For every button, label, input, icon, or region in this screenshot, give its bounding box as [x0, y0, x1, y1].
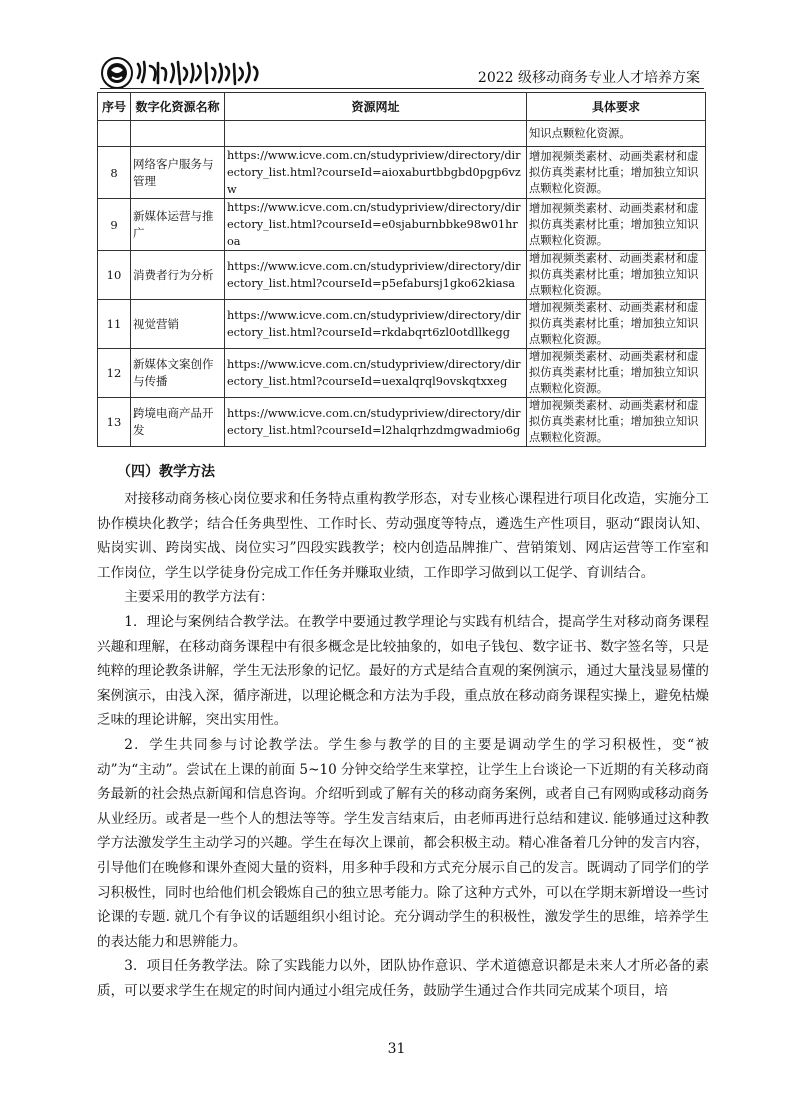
cell-num [98, 121, 131, 147]
table-row [98, 398, 706, 447]
cell-req: 增加视频类素材、动画类素材和虚拟仿真类素材比重；增加独立知识点颗粒化资源。 [527, 147, 706, 199]
cell-req: 知识点颗粒化资源。 [527, 121, 706, 147]
cell-req: 增加视频类素材、动画类素材和虚拟仿真类素材比重；增加独立知识点颗粒化资源。 [527, 349, 706, 398]
cell-url-link[interactable]: https://www.icve.com.cn/studypriview/directory/directory_list.html?courseId=uexalqrql9ovskqtxxeg [225, 349, 527, 398]
cell-num: 13 [98, 398, 131, 447]
section-body [97, 487, 709, 1003]
cell-url-link[interactable]: https://www.icve.com.cn/studypriview/directory/directory_list.html?courseId=e0sjaburnbbke98w01hroa [225, 199, 527, 251]
cell-num: 8 [98, 147, 131, 199]
paragraph: 2．学生共同参与讨论教学法。学生参与教学的目的主要是调动学生的学习积极性，变“被动”为“主动”。尝试在上课的前面 5~10 分钟交给学生来掌控，让学生上台谈论一下近期的有关移动商务最新的社会热点新闻和信息咨询。介绍听到或了解有关的移动商务案例，或者自己有网购或移动商务从业经历。或者是一些个人的想法等等。学生发言结束后，由老师再进行总结和建议. 能够通过这种教学方法激发学生主动学习的兴趣。学生在每次上课前，都会积极主动。精心准备着几分钟的发言内容，引导他们在晚修和课外查阅大量的资料，用多种手段和方式充分展示自己的发言。既调动了同学们的学习积极性，同时也给他们机会锻炼自己的独立思考能力。除了这种方式外，可以在学期末新增设一些讨论课的专题. 就几个有争议的话题组织小组讨论。充分调动学生的积极性，激发学生的思维，培养学生的表达能力和思辨能力。 [97, 736, 709, 950]
cell-url-link[interactable]: https://www.icve.com.cn/studypriview/directory/directory_list.html?courseId=l2halqrhzdmgwadmio6g [225, 398, 527, 447]
cell-req: 增加视频类素材、动画类素材和虚拟仿真类素材比重；增加独立知识点颗粒化资源。 [527, 300, 706, 349]
table-row [98, 147, 706, 199]
table-header-row [98, 93, 706, 121]
col-header-url: 资源网址 [225, 93, 527, 121]
table-row [98, 251, 706, 300]
cell-req: 增加视频类素材、动画类素材和虚拟仿真类素材比重；增加独立知识点颗粒化资源。 [527, 398, 706, 447]
cell-name: 新媒体运营与推广 [131, 199, 225, 251]
cell-name [131, 121, 225, 147]
cell-req: 增加视频类素材、动画类素材和虚拟仿真类素材比重；增加独立知识点颗粒化资源。 [527, 199, 706, 251]
cell-req: 增加视频类素材、动画类素材和虚拟仿真类素材比重；增加独立知识点颗粒化资源。 [527, 251, 706, 300]
page-header [100, 56, 704, 90]
table-row-continued [98, 121, 706, 147]
document-title: 2022 级移动商务专业人才培养方案 [477, 70, 700, 86]
cell-num: 9 [98, 199, 131, 251]
cell-url [225, 121, 527, 147]
cell-url-link[interactable]: https://www.icve.com.cn/studypriview/directory/directory_list.html?courseId=aioxaburtbbgbd0pgp6vzw [225, 147, 527, 199]
paragraph: 3．项目任务教学法。除了实践能力以外，团队协作意识、学术道德意识都是未来人才所必备的素质，可以要求学生在规定的时间内通过小组完成任务，鼓励学生通过合作共同完成某个项目，培 [97, 958, 709, 999]
table-row [98, 300, 706, 349]
header-divider [100, 88, 704, 89]
paragraph: 对接移动商务核心岗位要求和任务特点重构教学形态，对专业核心课程进行项目化改造，实施分工协作模块化教学；结合任务典型性、工作时长、劳动强度等特点，遴选生产性项目，驱动“跟岗认知、贴岗实训、跨岗实战、岗位实习”四段实践教学；校内创造品牌推广、营销策划、网店运营等工作室和工作岗位，学生以学徒身份完成工作任务并赚取业绩，工作即学习做到以工促学、育训结合。 [97, 491, 709, 581]
cell-name: 视觉营销 [131, 300, 225, 349]
cell-num: 10 [98, 251, 131, 300]
cell-name: 新媒体文案创作与传播 [131, 349, 225, 398]
page-number: 31 [387, 1041, 406, 1057]
cell-name: 网络客户服务与管理 [131, 147, 225, 199]
resource-table [97, 92, 706, 447]
cell-url-link[interactable]: https://www.icve.com.cn/studypriview/directory/directory_list.html?courseId=p5efabursj1gko62kiasa [225, 251, 527, 300]
paragraph: 主要采用的教学方法有： [124, 589, 274, 606]
col-header-num: 序号 [98, 93, 131, 121]
paragraph: 1．理论与案例结合教学法。在教学中要通过教学理论与实践有机结合，提高学生对移动商务课程兴趣和理解，在移动商务课程中有很多概念是比较抽象的，如电子钱包、数字证书、数字签名等，只是纯粹的理论教条讲解，学生无法形象的记忆。最好的方式是结合直观的案例演示，通过大量浅显易懂的案例演示，由浅入深，循序渐进，以理论概念和方法为手段，重点放在移动商务课程实操上，避免枯燥乏味的理论讲解，突出实用性。 [97, 613, 709, 729]
cell-num: 11 [98, 300, 131, 349]
section-title: （四）教学方法 [117, 464, 215, 480]
table-row [98, 199, 706, 251]
cell-num: 12 [98, 349, 131, 398]
cell-name: 跨境电商产品开发 [131, 398, 225, 447]
table-row [98, 349, 706, 398]
cell-url-link[interactable]: https://www.icve.com.cn/studypriview/directory/directory_list.html?courseId=rkdabqrt6zl0otdllkegg [225, 300, 527, 349]
school-logo [100, 56, 270, 90]
cell-name: 消费者行为分析 [131, 251, 225, 300]
col-header-req: 具体要求 [527, 93, 706, 121]
col-header-name: 数字化资源名称 [131, 93, 225, 121]
